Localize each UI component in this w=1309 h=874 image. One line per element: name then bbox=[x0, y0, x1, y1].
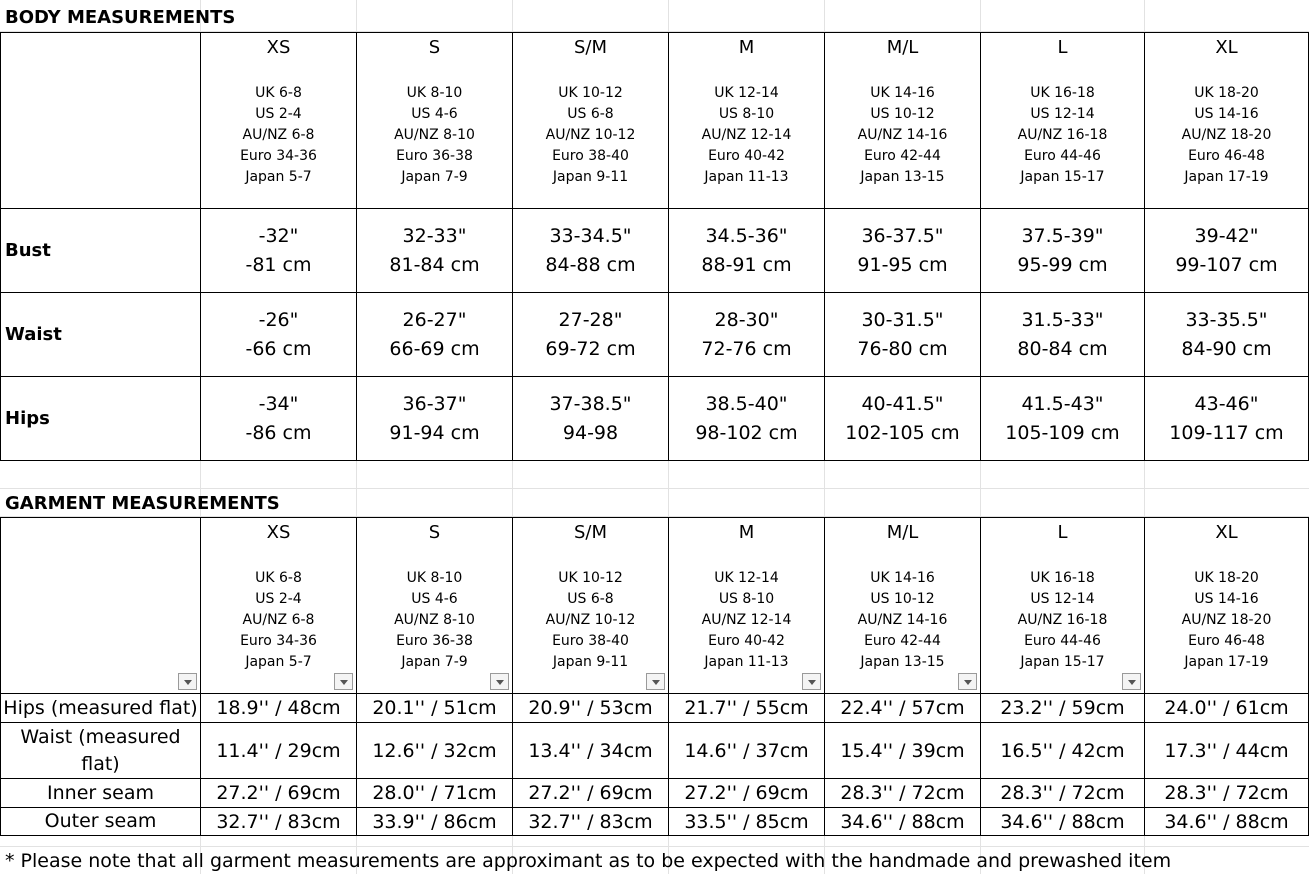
size-label: S/M bbox=[573, 522, 608, 543]
size-conversion: AU/NZ 14-16 bbox=[857, 612, 948, 628]
measurement-value: 91-95 cm bbox=[857, 253, 948, 276]
gridline bbox=[0, 488, 1309, 489]
size-conversion: UK 18-20 bbox=[1194, 85, 1259, 101]
size-header-m-l bbox=[825, 518, 981, 694]
size-header-l bbox=[981, 33, 1145, 209]
size-conversion: US 8-10 bbox=[718, 106, 775, 122]
size-conversion: Euro 46-48 bbox=[1188, 633, 1265, 649]
measurement-cell bbox=[513, 209, 669, 293]
row-label: Hips (measured flat) bbox=[1, 694, 201, 723]
row-label: Outer seam bbox=[1, 808, 201, 836]
size-conversions bbox=[981, 568, 1144, 673]
measurement-value: 30-31.5" bbox=[861, 308, 944, 331]
size-conversion: UK 8-10 bbox=[406, 570, 463, 586]
measurement-value: 27-28" bbox=[558, 308, 623, 331]
size-conversion: UK 16-18 bbox=[1030, 570, 1095, 586]
measurement-cell: 21.7'' / 55cm bbox=[669, 694, 825, 723]
size-conversion: Euro 46-48 bbox=[1188, 148, 1265, 164]
measurement-cell: 18.9'' / 48cm bbox=[201, 694, 357, 723]
size-conversions bbox=[825, 83, 980, 188]
size-label: S/M bbox=[573, 37, 608, 58]
measurement-cell: 17.3'' / 44cm bbox=[1145, 723, 1309, 779]
measurement-cell bbox=[201, 377, 357, 461]
size-conversion: US 10-12 bbox=[870, 591, 935, 607]
size-header-xs bbox=[201, 33, 357, 209]
measurement-cell bbox=[825, 377, 981, 461]
size-header-s bbox=[357, 33, 513, 209]
measurement-value: 43-46" bbox=[1194, 392, 1259, 415]
size-header-m bbox=[669, 33, 825, 209]
size-conversion: AU/NZ 18-20 bbox=[1181, 127, 1272, 143]
table-row bbox=[1, 779, 1309, 808]
measurement-cell: 33.9'' / 86cm bbox=[357, 808, 513, 836]
measurement-value: 26-27" bbox=[402, 308, 467, 331]
measurement-cell bbox=[513, 377, 669, 461]
size-conversion: Euro 40-42 bbox=[708, 148, 785, 164]
measurement-cell: 12.6'' / 32cm bbox=[357, 723, 513, 779]
measurement-value: 38.5-40" bbox=[705, 392, 788, 415]
measurement-value: 66-69 cm bbox=[389, 337, 480, 360]
size-conversion: Japan 11-13 bbox=[704, 169, 789, 185]
measurement-value: 102-105 cm bbox=[845, 421, 960, 444]
size-header-m-l bbox=[825, 33, 981, 209]
measurement-value: -81 cm bbox=[245, 253, 312, 276]
measurement-value: 34.5-36" bbox=[705, 224, 788, 247]
size-conversion: AU/NZ 16-18 bbox=[1017, 612, 1108, 628]
size-conversion: US 2-4 bbox=[255, 591, 302, 607]
size-conversion: AU/NZ 14-16 bbox=[857, 127, 948, 143]
measurement-cell bbox=[981, 209, 1145, 293]
corner-cell bbox=[1, 33, 201, 209]
measurement-value: 76-80 cm bbox=[857, 337, 948, 360]
size-header-l bbox=[981, 518, 1145, 694]
measurement-cell: 20.9'' / 53cm bbox=[513, 694, 669, 723]
size-conversion: AU/NZ 10-12 bbox=[545, 612, 636, 628]
measurement-cell: 27.2'' / 69cm bbox=[513, 779, 669, 808]
filter-dropdown-icon[interactable] bbox=[646, 673, 665, 690]
size-conversions bbox=[1145, 83, 1308, 188]
size-conversion: Euro 44-46 bbox=[1024, 633, 1101, 649]
size-label: XS bbox=[266, 37, 291, 58]
size-conversion: Euro 42-44 bbox=[864, 633, 941, 649]
measurement-value: 109-117 cm bbox=[1169, 421, 1284, 444]
size-conversions bbox=[669, 568, 824, 673]
size-header-row bbox=[1, 33, 1309, 209]
size-conversion: UK 14-16 bbox=[870, 85, 935, 101]
size-conversion: Japan 15-17 bbox=[1020, 169, 1105, 185]
table-row bbox=[1, 808, 1309, 836]
size-conversion: US 12-14 bbox=[1030, 106, 1095, 122]
size-conversion: Japan 9-11 bbox=[552, 169, 629, 185]
measurement-cell bbox=[201, 293, 357, 377]
size-header-row bbox=[1, 518, 1309, 694]
measurement-value: 41.5-43" bbox=[1021, 392, 1104, 415]
footnote: * Please note that all garment measurements are approximant as to be expected with the handmade and prewashed item bbox=[5, 850, 1172, 872]
size-label: L bbox=[1057, 37, 1068, 58]
size-conversions bbox=[825, 568, 980, 673]
measurement-cell bbox=[357, 377, 513, 461]
body-measurements-table bbox=[0, 32, 1309, 461]
measurement-value: -86 cm bbox=[245, 421, 312, 444]
measurement-cell: 15.4'' / 39cm bbox=[825, 723, 981, 779]
size-conversion: Euro 38-40 bbox=[552, 148, 629, 164]
measurement-cell bbox=[1145, 209, 1309, 293]
filter-dropdown-icon[interactable] bbox=[802, 673, 821, 690]
measurement-cell: 34.6'' / 88cm bbox=[825, 808, 981, 836]
size-conversion: US 2-4 bbox=[255, 106, 302, 122]
size-conversion: Euro 44-46 bbox=[1024, 148, 1101, 164]
size-label: S bbox=[428, 522, 441, 543]
size-conversion: US 10-12 bbox=[870, 106, 935, 122]
measurement-cell bbox=[357, 293, 513, 377]
measurement-cell bbox=[669, 377, 825, 461]
size-conversion: Japan 15-17 bbox=[1020, 654, 1105, 670]
measurement-value: 88-91 cm bbox=[701, 253, 792, 276]
measurement-value: 33-35.5" bbox=[1185, 308, 1268, 331]
size-conversion: AU/NZ 10-12 bbox=[545, 127, 636, 143]
size-conversion: Japan 5-7 bbox=[245, 654, 312, 670]
measurement-value: 40-41.5" bbox=[861, 392, 944, 415]
size-header-xl bbox=[1145, 518, 1309, 694]
gridline bbox=[0, 846, 1309, 847]
measurement-cell: 23.2'' / 59cm bbox=[981, 694, 1145, 723]
measurement-cell: 34.6'' / 88cm bbox=[981, 808, 1145, 836]
measurement-value: 31.5-33" bbox=[1021, 308, 1104, 331]
size-conversion: Japan 17-19 bbox=[1184, 654, 1269, 670]
measurement-value: 36-37" bbox=[402, 392, 467, 415]
size-conversion: AU/NZ 6-8 bbox=[242, 612, 315, 628]
size-conversion: UK 10-12 bbox=[558, 570, 623, 586]
measurement-cell bbox=[825, 209, 981, 293]
measurement-value: -32" bbox=[258, 224, 299, 247]
size-conversion: UK 10-12 bbox=[558, 85, 623, 101]
size-header-s-m bbox=[513, 518, 669, 694]
filter-dropdown-icon[interactable] bbox=[958, 673, 977, 690]
size-header-m bbox=[669, 518, 825, 694]
measurement-cell bbox=[981, 293, 1145, 377]
size-conversion: US 6-8 bbox=[567, 106, 614, 122]
table-row bbox=[1, 694, 1309, 723]
measurement-value: -66 cm bbox=[245, 337, 312, 360]
garment-measurements-title: GARMENT MEASUREMENTS bbox=[5, 493, 280, 514]
row-label: Hips bbox=[1, 377, 201, 461]
size-conversions bbox=[669, 83, 824, 188]
size-conversion: Euro 38-40 bbox=[552, 633, 629, 649]
row-label: Bust bbox=[1, 209, 201, 293]
measurement-cell: 28.3'' / 72cm bbox=[981, 779, 1145, 808]
size-conversion: UK 18-20 bbox=[1194, 570, 1259, 586]
measurement-cell: 32.7'' / 83cm bbox=[201, 808, 357, 836]
size-conversions bbox=[201, 568, 356, 673]
size-conversion: Euro 36-38 bbox=[396, 148, 473, 164]
filter-dropdown-icon[interactable] bbox=[490, 673, 509, 690]
measurement-cell: 22.4'' / 57cm bbox=[825, 694, 981, 723]
measurement-cell: 28.0'' / 71cm bbox=[357, 779, 513, 808]
size-conversion: UK 6-8 bbox=[255, 85, 302, 101]
measurement-value: -34" bbox=[258, 392, 299, 415]
size-conversion: Japan 7-9 bbox=[401, 169, 468, 185]
size-conversion: AU/NZ 12-14 bbox=[701, 127, 792, 143]
measurement-cell: 32.7'' / 83cm bbox=[513, 808, 669, 836]
measurement-cell: 27.2'' / 69cm bbox=[201, 779, 357, 808]
size-label: M bbox=[738, 37, 755, 58]
filter-dropdown-icon[interactable] bbox=[1122, 673, 1141, 690]
size-label: S bbox=[428, 37, 441, 58]
size-conversion: UK 14-16 bbox=[870, 570, 935, 586]
size-conversion: Euro 40-42 bbox=[708, 633, 785, 649]
size-conversions bbox=[513, 568, 668, 673]
size-conversions bbox=[201, 83, 356, 188]
measurement-cell: 27.2'' / 69cm bbox=[669, 779, 825, 808]
measurement-value: 28-30" bbox=[714, 308, 779, 331]
body-measurements-title: BODY MEASUREMENTS bbox=[5, 7, 236, 28]
size-conversions bbox=[357, 83, 512, 188]
measurement-value: -26" bbox=[258, 308, 299, 331]
size-header-s-m bbox=[513, 33, 669, 209]
size-conversions bbox=[357, 568, 512, 673]
size-conversions bbox=[513, 83, 668, 188]
row-label: Inner seam bbox=[1, 779, 201, 808]
table-row bbox=[1, 209, 1309, 293]
size-conversion: AU/NZ 8-10 bbox=[394, 127, 475, 143]
measurement-value: 72-76 cm bbox=[701, 337, 792, 360]
measurement-cell: 14.6'' / 37cm bbox=[669, 723, 825, 779]
size-header-xs bbox=[201, 518, 357, 694]
measurement-cell: 13.4'' / 34cm bbox=[513, 723, 669, 779]
size-conversion: US 14-16 bbox=[1194, 591, 1259, 607]
size-label: XS bbox=[266, 522, 291, 543]
size-conversion: UK 12-14 bbox=[714, 570, 779, 586]
size-label: M/L bbox=[886, 522, 919, 543]
measurement-value: 95-99 cm bbox=[1017, 253, 1108, 276]
size-conversion: US 4-6 bbox=[411, 106, 458, 122]
size-conversion: AU/NZ 6-8 bbox=[242, 127, 315, 143]
measurement-cell: 28.3'' / 72cm bbox=[1145, 779, 1309, 808]
measurement-value: 91-94 cm bbox=[389, 421, 480, 444]
size-conversions bbox=[981, 83, 1144, 188]
measurement-value: 98-102 cm bbox=[695, 421, 798, 444]
measurement-cell: 28.3'' / 72cm bbox=[825, 779, 981, 808]
measurement-value: 32-33" bbox=[402, 224, 467, 247]
size-conversion: US 4-6 bbox=[411, 591, 458, 607]
measurement-cell bbox=[201, 209, 357, 293]
size-conversion: Japan 7-9 bbox=[401, 654, 468, 670]
size-header-s bbox=[357, 518, 513, 694]
measurement-cell: 34.6'' / 88cm bbox=[1145, 808, 1309, 836]
measurement-cell bbox=[1145, 377, 1309, 461]
measurement-cell bbox=[669, 209, 825, 293]
measurement-cell: 33.5'' / 85cm bbox=[669, 808, 825, 836]
measurement-cell bbox=[981, 377, 1145, 461]
size-conversion: Japan 9-11 bbox=[552, 654, 629, 670]
size-conversion: US 6-8 bbox=[567, 591, 614, 607]
measurement-value: 33-34.5" bbox=[549, 224, 632, 247]
size-label: M bbox=[738, 522, 755, 543]
measurement-value: 39-42" bbox=[1194, 224, 1259, 247]
measurement-value: 84-88 cm bbox=[545, 253, 636, 276]
size-conversion: Japan 17-19 bbox=[1184, 169, 1269, 185]
size-conversion: US 8-10 bbox=[718, 591, 775, 607]
row-label: Waist bbox=[1, 293, 201, 377]
measurement-value: 37-38.5" bbox=[549, 392, 632, 415]
size-header-xl bbox=[1145, 33, 1309, 209]
table-row bbox=[1, 377, 1309, 461]
measurement-cell: 20.1'' / 51cm bbox=[357, 694, 513, 723]
size-conversion: Euro 34-36 bbox=[240, 148, 317, 164]
corner-cell bbox=[1, 518, 201, 694]
size-conversion: AU/NZ 12-14 bbox=[701, 612, 792, 628]
size-conversion: UK 16-18 bbox=[1030, 85, 1095, 101]
measurement-value: 37.5-39" bbox=[1021, 224, 1104, 247]
size-conversion: Japan 5-7 bbox=[245, 169, 312, 185]
measurement-cell: 11.4'' / 29cm bbox=[201, 723, 357, 779]
size-conversion: Euro 36-38 bbox=[396, 633, 473, 649]
size-conversion: Japan 11-13 bbox=[704, 654, 789, 670]
measurement-cell: 16.5'' / 42cm bbox=[981, 723, 1145, 779]
size-conversion: UK 6-8 bbox=[255, 570, 302, 586]
size-conversion: UK 8-10 bbox=[406, 85, 463, 101]
measurement-value: 69-72 cm bbox=[545, 337, 636, 360]
measurement-value: 84-90 cm bbox=[1181, 337, 1272, 360]
measurement-value: 80-84 cm bbox=[1017, 337, 1108, 360]
filter-dropdown-icon[interactable] bbox=[178, 673, 197, 690]
size-conversions bbox=[1145, 568, 1308, 673]
measurement-cell bbox=[1145, 293, 1309, 377]
measurement-cell: 24.0'' / 61cm bbox=[1145, 694, 1309, 723]
table-row bbox=[1, 293, 1309, 377]
size-conversion: Euro 34-36 bbox=[240, 633, 317, 649]
size-conversion: US 14-16 bbox=[1194, 106, 1259, 122]
filter-dropdown-icon[interactable] bbox=[334, 673, 353, 690]
size-label: M/L bbox=[886, 37, 919, 58]
measurement-cell bbox=[825, 293, 981, 377]
size-conversion: Japan 13-15 bbox=[860, 654, 945, 670]
measurement-value: 94-98 bbox=[562, 421, 619, 444]
size-label: L bbox=[1057, 522, 1068, 543]
size-conversion: AU/NZ 16-18 bbox=[1017, 127, 1108, 143]
size-label: XL bbox=[1215, 522, 1238, 543]
size-conversion: AU/NZ 18-20 bbox=[1181, 612, 1272, 628]
measurement-cell bbox=[669, 293, 825, 377]
size-conversion: UK 12-14 bbox=[714, 85, 779, 101]
measurement-value: 36-37.5" bbox=[861, 224, 944, 247]
measurement-value: 105-109 cm bbox=[1005, 421, 1120, 444]
table-row bbox=[1, 723, 1309, 779]
measurement-value: 81-84 cm bbox=[389, 253, 480, 276]
garment-measurements-table bbox=[0, 517, 1309, 836]
row-label: Waist (measured flat) bbox=[1, 723, 201, 779]
measurement-cell bbox=[513, 293, 669, 377]
size-conversion: US 12-14 bbox=[1030, 591, 1095, 607]
size-conversion: Japan 13-15 bbox=[860, 169, 945, 185]
size-label: XL bbox=[1215, 37, 1238, 58]
measurement-value: 99-107 cm bbox=[1175, 253, 1278, 276]
size-conversion: AU/NZ 8-10 bbox=[394, 612, 475, 628]
measurement-cell bbox=[357, 209, 513, 293]
size-conversion: Euro 42-44 bbox=[864, 148, 941, 164]
